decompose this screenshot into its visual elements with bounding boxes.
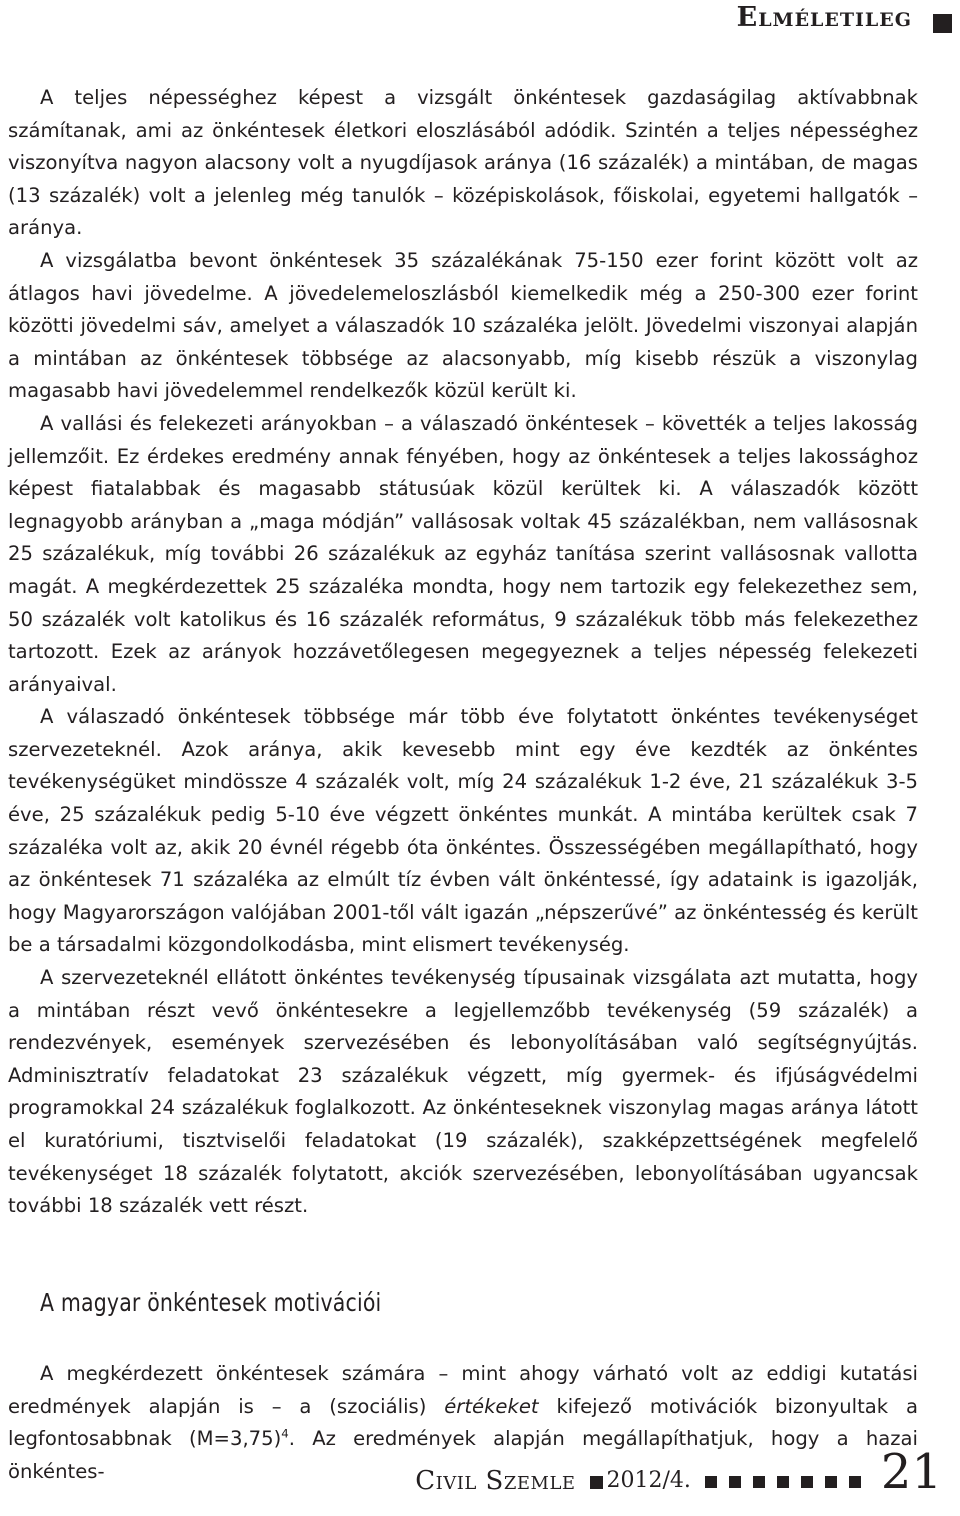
footer-square-ornament [849, 1476, 861, 1488]
paragraph-income: A vizsgálatba bevont önkéntesek 35 százalékának 75-150 ezer forint között volt az átlagos havi jövedelme. A jövedelemeloszlásból kiemelkedik még a 250-300 ezer forint közötti jövedelmi sáv, amelyet a válaszadók 10 százaléka jelölt. Jövedelmi viszonyai alapján a mintában az önkéntesek többsége az alacsonyabb, míg kisebb részük a viszonylag magasabb havi jövedelemmel rendelkezők közül került ki. [8, 248, 918, 403]
footer-square-ornament [825, 1476, 837, 1488]
motivation-text-mid: kifejező motivációk bizonyultak a legfontosabbnak (M=3,75) [8, 1394, 918, 1451]
footer-square-ornament [729, 1476, 741, 1488]
paragraph-duration: A válaszadó önkéntesek többsége már több éve folytatott önkéntes tevékenységet szervezeteknél. Azok aránya, akik kevesebb mint egy éve kezdték az önkéntes tevékenységüket mindössze 4 százalék volt, míg 24 százalékuk 1-2 éve, 21 százalékuk 3-5 éve, 25 százalékuk pedig 5-10 éve végzett önkéntes munkát. A mintába kerültek csak 7 százaléka volt az, akik 20 évnél régebb óta önkéntes. Összességében megállapítható, hogy az önkéntesek 71 százaléka az elmúlt tíz évben vált önkéntessé, így adataink is igazolják, hogy Magyarországon valójában 2001-től vált igazán „népszerűvé” az önkéntesség és került be a társadalmi közgondolkodásba, mint elismert tevékenység. [8, 705, 918, 957]
footer-square-ornament [801, 1476, 813, 1488]
motivation-text-end: . Az eredmények alapján megállapíthatjuk, hogy a hazai önkéntes- [8, 1427, 918, 1483]
footer-square-ornament [753, 1476, 765, 1488]
main-text [8, 82, 918, 1223]
motivation-emphasis: értékeket [444, 1394, 539, 1418]
section-heading: A magyar önkéntesek motivációi [40, 1288, 382, 1317]
footnote-marker[interactable]: 4 [281, 1426, 289, 1441]
journal-name: Civil Szemle [415, 1466, 576, 1496]
page-footer [415, 1444, 942, 1500]
footer-square-ornament [705, 1476, 717, 1488]
paragraph-religion: A vallási és felekezeti arányokban – a válaszadó önkéntesek – követték a teljes lakosság jellemzőit. Ez érdekes eredmény annak fényében, hogy az önkéntesek a teljes lakossághoz képest fiatalabbak és magasabb státusúak közül kerültek ki. A válaszadók között legnagyobb arányban a „maga módján” vallásosak voltak 45 százalékban, nem vallásosnak 25 százalékuk, míg további 26 százalékuk az egyház tanítása szerint vallásosnak vallotta magát. A megkérdezettek 25 százaléka mondta, hogy nem tartozik egy felekezethez sem, 50 százalék volt katolikus és 16 százalék református, 9 százalékuk több más felekezethez tartozott. Ezek az arányok hozzávetőlegesen megegyeznek a teljes népesség felekezeti arányaival. [8, 411, 918, 696]
running-header: Elméletileg [736, 2, 912, 33]
footer-square-ornament [590, 1476, 603, 1489]
paragraph-population: A teljes népességhez képest a vizsgált önkéntesek gazdaságilag aktívabbnak számítanak, ami az önkéntesek életkori eloszlásából adódik. Szintén a teljes népességhez viszonyítva nagyon alacsony volt a nyugdíjasok aránya (16 százalék) a mintában, de magas (13 százalék) volt a jelenleg még tanulók – középiskolások, főiskolai, egyetemi hallgatók – aránya. [8, 86, 918, 240]
footer-square-ornament [777, 1476, 789, 1488]
issue-number: 2012/4. [606, 1468, 691, 1493]
paragraph-activities: A szervezeteknél ellátott önkéntes tevékenység típusainak vizsgálata azt mutatta, hogy a mintában részt vevő önkéntesekre a legjellemzőbb tevékenység (59 százalék) a rendezvények, események szervezésében és lebonyolításában való segítségnyújtás. Adminisztratív feladatokat 23 százalékuk végzett, míg gyermek- és ifjúságvédelmi programokkal 24 százalékuk foglalkozott. Az önkénteseknek viszonylag magas aránya látott el kuratóriumi, tisztviselői feladatokat (19 százalék), szakképzettségének megfelelő tevékenységet 18 százalék folytatott, akciók szervezésében, lebonyolításában ugyancsak további 18 százalék vett részt. [8, 966, 918, 1218]
header-square-ornament [933, 14, 952, 33]
motivation-text-start: A megkérdezett önkéntesek számára – mint ahogy várható volt az eddigi kutatási eredmények alapján is – a (szociális) [8, 1362, 918, 1418]
page-number: 21 [880, 1444, 942, 1500]
footer-square-row [699, 1476, 867, 1496]
